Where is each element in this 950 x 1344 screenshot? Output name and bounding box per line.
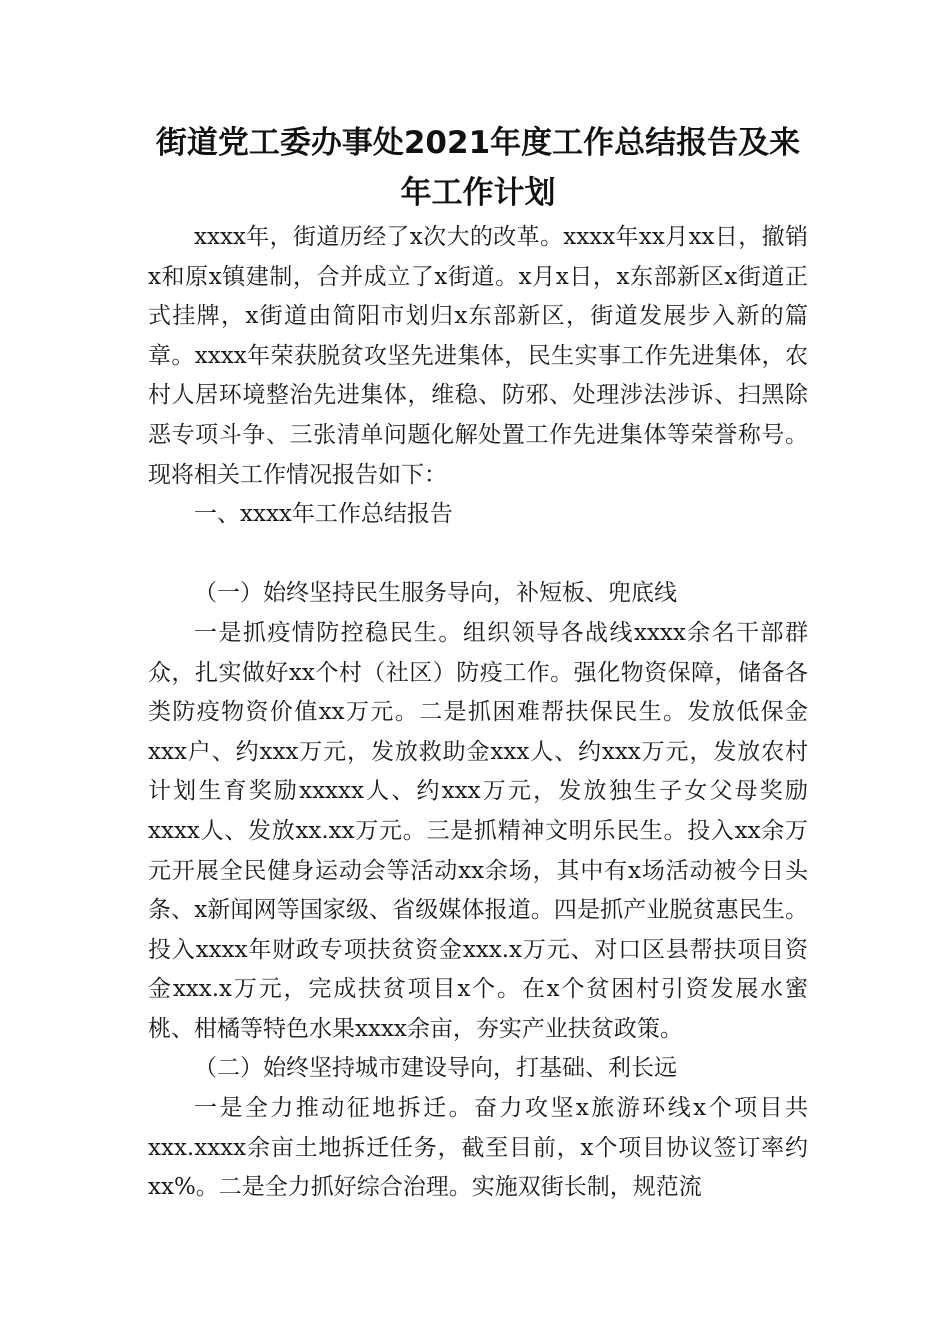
- document-body: [148, 218, 808, 1208]
- document-title: 街道党工委办事处2021年度工作总结报告及来年工作计划: [155, 125, 801, 211]
- subsection-heading-2: （二）始终坚持城市建设导向，打基础、利长远: [194, 1055, 677, 1082]
- section-heading-1: 一、xxxx年工作总结报告: [194, 501, 453, 528]
- intro-paragraph: xxxx年，街道历经了x次大的改革。xxxx年xx月xx日，撤销x和原x镇建制，合并成立了x街道。x月x日，x东部新区x街道正式挂牌，x街道由简阳市划归x东部新区，街道发展步入新的篇章。xxxx年荣获脱贫攻坚先进集体，民生实事工作先进集体，农村人居环境整治先进集体，维稳、防邪、处理涉法涉诉、扫黑除恶专项斗争、三张清单问题化解处置工作先进集体等荣誉称号。现将相关工作情况报告如下：: [148, 224, 808, 488]
- body-paragraph-2: 一是全力推动征地拆迁。奋力攻坚x旅游环线x个项目共xxx.xxxx余亩土地拆迁任务，截至目前，x个项目协议签订率约xx%。二是全力抓好综合治理。实施双街长制，规范流: [148, 1095, 808, 1201]
- body-paragraph-1: 一是抓疫情防控稳民生。组织领导各战线xxxx余名干部群众，扎实做好xx个村（社区）防疫工作。强化物资保障，储备各类防疫物资价值xx万元。二是抓困难帮扶保民生。发放低保金xxx户、约xxx万元，发放救助金xxx人、约xxx万元，发放农村计划生育奖励xxxxx人、约xxx万元，发放独生子女父母奖励xxxx人、发放xx.xx万元。三是抓精神文明乐民生。投入xx余万元开展全民健身运动会等活动xx余场，其中有x场活动被今日头条、x新闻网等国家级、省级媒体报道。四是抓产业脱贫惠民生。投入xxxx年财政专项扶贫资金xxx.x万元、对口区县帮扶项目资金xxx.x万元，完成扶贫项目x个。在x个贫困村引资发展水蜜桃、柑橘等特色水果xxxx余亩，夯实产业扶贫政策。: [148, 619, 808, 1042]
- document-page: [148, 118, 808, 1208]
- subsection-heading-1: （一）始终坚持民生服务导向，补短板、兜底线: [194, 580, 677, 607]
